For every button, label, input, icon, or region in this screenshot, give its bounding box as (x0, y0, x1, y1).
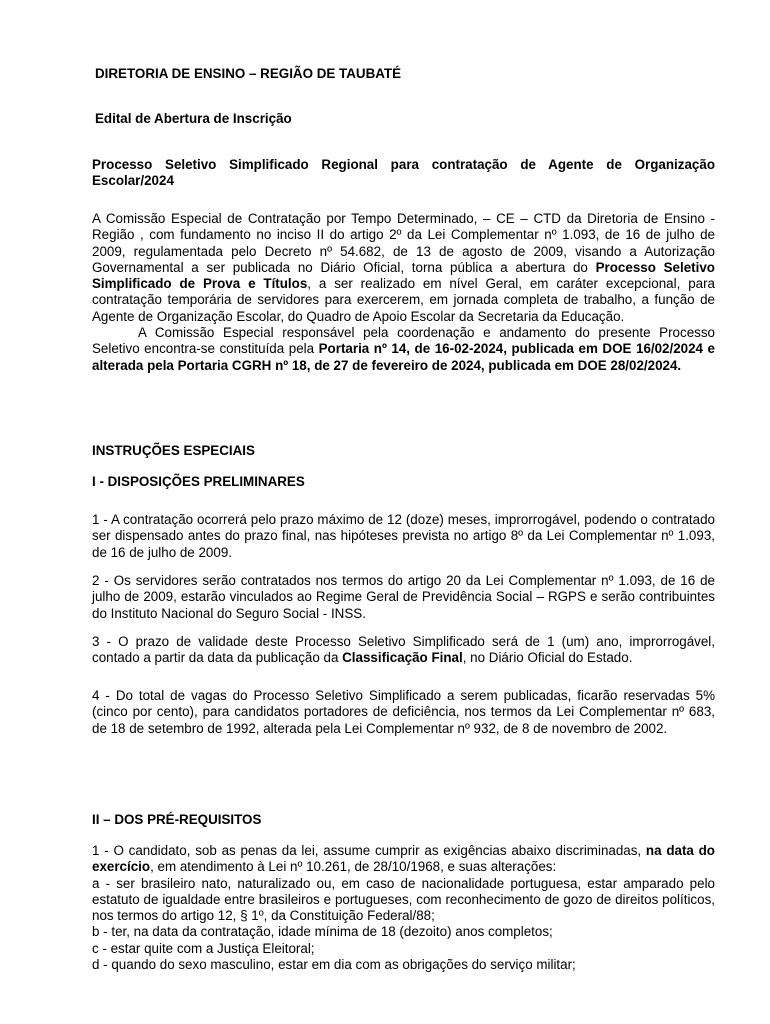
section-1-heading: I - DISPOSIÇÕES PRELIMINARES (92, 474, 305, 489)
special-instructions-heading: INSTRUÇÕES ESPECIAIS (92, 443, 255, 458)
portaria-reference: Portaria nº 14, de 16-02-2024, publicada em DOE 16/02/2024 e alterada pela Portaria CGRH nº 18, de 27 de fevereiro de 2024, publicada em DOE 28/02/2024. (92, 341, 716, 373)
prereq-text-b: , em atendimento à Lei nº 10.261, de 28/10/1968, e suas alterações: (150, 859, 557, 875)
item-3-text-b: , no Diário Oficial do Estado. (462, 650, 633, 666)
prereq-item-a: a - ser brasileiro nato, naturalizado ou, em caso de nacionalidade portuguesa, estar amparado pelo estatuto de igualdade entre brasileiros e portugueses, com reconhecimento de gozo de direitos políticos, nos termos do artigo 12, § 1º, da Constituição Federal/88; (92, 875, 715, 924)
exercise-date: na data do exercício (92, 843, 715, 875)
prereq-item-1 (92, 843, 715, 876)
intro-process-name: Processo Seletivo Simplificado de Prova e Títulos (92, 259, 715, 292)
final-classification: Classificação Final (342, 650, 463, 666)
prerequisites-list (92, 843, 715, 973)
section-1-item-2: 2 - Os servidores serão contratados nos termos do artigo 20 da Lei Complementar nº 1.093, de 16 de julho de 2009, estarão vinculados ao Regime Geral de Previdência Social – RGPS e serão contribuintes do Instituto Nacional do Seguro Social - INSS. (92, 573, 715, 621)
section-1-item-4: 4 - Do total de vagas do Processo Seletivo Simplificado a serem publicadas, ficarão reservadas 5% (cinco por cento), para candidatos portadores de deficiência, nos termos da Lei Complementar nº 683, de 18 de setembro de 1992, alterada pela Lei Complementar nº 932, de 8 de novembro de 2002. (92, 688, 715, 736)
intro-paragraph-2 (92, 325, 715, 374)
directorate-heading: DIRETORIA DE ENSINO – REGIÃO DE TAUBATÉ (95, 66, 402, 81)
item-3-text-a: 3 - O prazo de validade deste Processo Seletivo Simplificado será de 1 (um) ano, improrrogável, contado a partir da data da publicação da (92, 634, 715, 666)
section-1-item-3 (92, 634, 715, 667)
section-2-heading: II – DOS PRÉ-REQUISITOS (92, 812, 262, 827)
notice-heading: Edital de Abertura de Inscrição (95, 111, 292, 126)
section-1-item-1: 1 - A contratação ocorrerá pelo prazo máximo de 12 (doze) meses, improrrogável, podendo o contratado ser dispensado antes do prazo final, nas hipóteses prevista no artigo 8º da Lei Complementar nº 1.093, de 16 de julho de 2009. (92, 512, 715, 560)
intro-text-a: A Comissão Especial de Contratação por Tempo Determinado, – CE – CTD da Diretoria de Ensino - Região , com fundamento no inciso II do artigo 2º da Lei Complementar nº 1.093, de 16 de julho de 2009, regulamentada pelo Decreto nº 54.682, de 13 de agosto de 2009, visando a Autorização Governamental a ser publicada no Diário Oficial, torna pública a abertura do (92, 211, 715, 275)
prereq-item-b: b - ter, na data da contratação, idade mínima de 18 (dezoito) anos completos; (92, 924, 553, 940)
prereq-item-d: d - quando do sexo masculino, estar em dia com as obrigações do serviço militar; (92, 957, 576, 973)
intro-paragraph-1 (92, 211, 715, 325)
process-title: Processo Seletivo Simplificado Regional para contratação de Agente de Organização Escolar/2024 (92, 157, 715, 189)
intro-text-b: , a ser realizado em nível Geral, em caráter excepcional, para contratação temporária de servidores para exercerem, em jornada completa de trabalho, a função de Agente de Organização Escolar, do Quadro de Apoio Escolar da Secretaria da Educação. (92, 276, 715, 324)
intro-paragraph (92, 211, 715, 374)
commission-text: A Comissão Especial responsável pela coordenação e andamento do presente Processo Seletivo encontra-se constituída pela (92, 325, 715, 357)
prereq-text-a: 1 - O candidato, sob as penas da lei, assume cumprir as exigências abaixo discriminadas, (92, 843, 646, 858)
prereq-item-c: c - estar quite com a Justiça Eleitoral; (92, 940, 315, 956)
